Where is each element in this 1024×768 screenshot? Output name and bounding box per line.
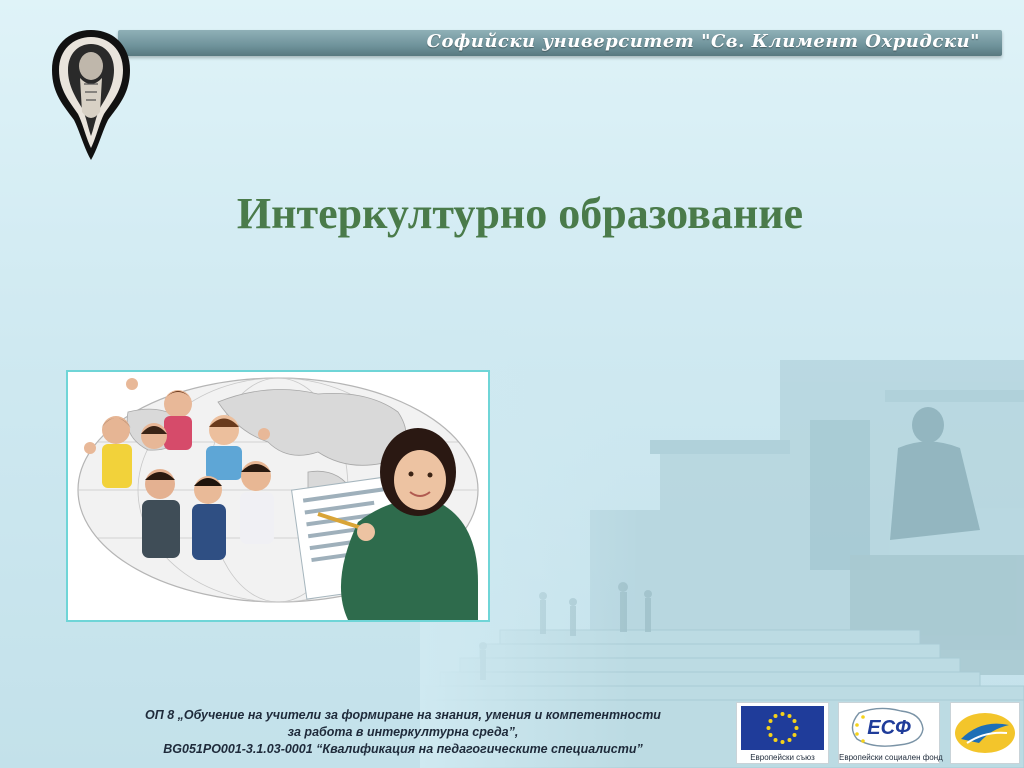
eu-caption: Европейски съюз [750, 753, 815, 762]
footer-line-3: BG051PO001-3.1.03-0001 “Квалификация на педагогическите специалисти” [163, 742, 643, 756]
esf-caption: Европейски социален фонд [839, 753, 943, 762]
operational-programme-logo-icon [951, 703, 1019, 763]
slide-title: Интеркултурно образование [236, 189, 804, 238]
children-world-map-photo [66, 370, 490, 622]
esf-logo-icon [839, 703, 939, 751]
project-footer-text [78, 707, 728, 758]
eu-logo [736, 702, 829, 764]
esf-logo [838, 702, 943, 764]
university-logo-icon [48, 28, 134, 162]
svg-text:ЕСФ: ЕСФ [867, 717, 911, 739]
header-bar [118, 30, 1002, 56]
footer-line-1: ОП 8 „Обучение на учители за формиране на знания, умения и компетентности [145, 708, 661, 722]
footer-line-2: за работа в интеркултурна среда”, [287, 725, 519, 739]
operational-programme-logo [950, 702, 1020, 764]
photo-illustration [68, 372, 488, 620]
university-name: Софийски университет "Св. Климент Охридски" [426, 31, 980, 52]
eu-flag-icon [737, 703, 828, 751]
